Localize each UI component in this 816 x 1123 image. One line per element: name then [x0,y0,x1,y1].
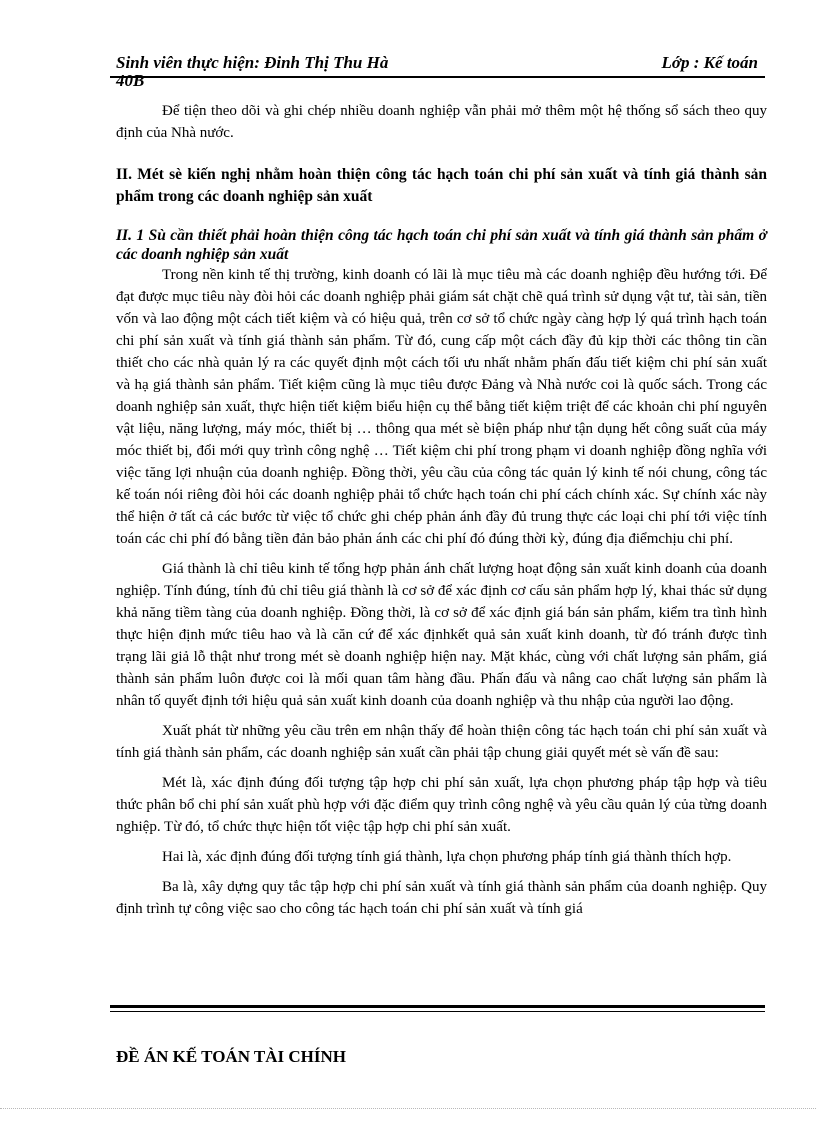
paragraph-1: Trong nền kinh tế thị trường, kinh doanh có lãi là mục tiêu mà các doanh nghiệp đều hướng tới. Để đạt được mục tiêu này đòi hỏi các doanh nghiệp phải giám sát chặt chẽ quá trình sử dụng vật tư, tài sản, tiền vốn và lao động một cách tiết kiệm và có hiệu quả, trên cơ sở tổ chức ngày càng hợp lý quá trình hạch toán chi phí sản xuất và tính giá thành sản phẩm. Từ đó, cung cấp một cách đầy đủ kịp thời các thông tin cần thiết cho các nhà quản lý ra các quyết định một cách tối ưu nhất nhằm phấn đấu tiết kiệm chi phí sản xuất và hạ giá thành sản phẩm. Tiết kiệm cũng là mục tiêu được Đảng và Nhà nước coi là quốc sách. Trong các doanh nghiệp sản xuất, thực hiện tiết kiệm biểu hiện cụ thể bằng tiết kiệm triệt để các khoản chi phí nguyên vật liệu, năng lượng, máy móc, thiết bị … thông qua mét sè biện pháp như tận dụng hết công suất của máy móc thiết bị, đổi mới quy trình công nghệ … Tiết kiệm chi phí trong phạm vi doanh nghiệp đồng nghĩa với việc tăng lợi nhuận của doanh nghiệp. Đồng thời, yêu cầu của công tác quản lý kinh tế nói chung, công tác kế toán nói riêng đòi hỏi các doanh nghiệp phải tổ chức hạch toán chi phí cách chính xác. Sự chính xác này thể hiện ở tất cả các bước từ việc tổ chức ghi chép phản ánh đầy đủ trung thực các loại chi phí tới việc tính toán các chi phí đó bằng tiền đản bảo phản ánh các chi phí đó đúng thời kỳ, đúng địa điểmchịu chi phí. [116,267,767,547]
header-student-name: Sinh viên thực hiện: Đinh Thị Thu Hà [116,53,389,72]
sub-heading: II. 1 Sù cần thiết phải hoàn thiện công tác hạch toán chi phí sản xuất và tính giá thành sản phẩm ở các doanh nghiệp sản xuất [116,227,767,263]
footer-title: ĐỀ ÁN KẾ TOÁN TÀI CHÍNH [116,1047,347,1066]
paragraph-5: Hai là, xác định đúng đối tượng tính giá thành, lựa chọn phương pháp tính giá thành thích hợp. [162,849,732,865]
page-edge [0,1108,816,1109]
intro-paragraph: Để tiện theo dõi và ghi chép nhiều doanh nghiệp vẫn phải mở thêm một hệ thống sổ sách theo quy định của Nhà nước. [116,103,767,141]
footer-rule-thick [110,1005,765,1008]
paragraph-2: Giá thành là chỉ tiêu kinh tế tổng hợp phản ánh chất lượng hoạt động sản xuất kinh doanh của doanh nghiệp. Tính đúng, tính đủ chỉ tiêu giá thành là cơ sở để xác định cơ cấu sản phẩm hợp lý, khai thác sử dụng khả năng tiềm tàng của doanh nghiệp. Đồng thời, là cơ sở để xác định giá bán sản phẩm, kiểm tra tình hình thực hiện định mức tiêu hao và là căn cứ để xác địnhkết quả sản xuất kinh doanh, từ đó tránh được tình trạng lãi giả lỗ thật như trong mét sè doanh nghiệp hiện nay. Mặt khác, cùng với chất lượng sản phẩm, giá thành sản phẩm luôn được coi là mối quan tâm hàng đầu. Phấn đấu và nâng cao chất lượng sản phẩm là nhân tố quyết định tới hiệu quả sản xuất kinh doanh của doanh nghiệp và thu nhập của người lao động. [116,561,767,709]
header-class-continued: 40B [116,71,145,90]
header-rule [110,76,765,78]
paragraph-4: Mét là, xác định đúng đối tượng tập hợp chi phí sản xuất, lựa chọn phương pháp tập hợp và tiêu thức phân bổ chi phí sản xuất phù hợp với đặc điểm quy trình công nghệ và yêu cầu quản lý của từng doanh nghiệp. Từ đó, tổ chức thực hiện tốt việc tập hợp chi phí sản xuất. [116,775,767,835]
section-heading: II. Mét sè kiến nghị nhằm hoàn thiện công tác hạch toán chi phí sản xuất và tính giá thành sản phẩm trong các doanh nghiệp sản xuất [116,166,767,205]
footer-rule-thin [110,1011,765,1012]
paragraph-3: Xuất phát từ những yêu cầu trên em nhận thấy để hoàn thiện công tác hạch toán chi phí sản xuất và tính giá thành sản phẩm, các doanh nghiệp sản xuất cần phải tập chung giải quyết mét sè vấn đề sau: [116,723,767,761]
header-class: Lớp : Kế toán [661,53,758,72]
document-body [116,100,767,920]
paragraph-6: Ba là, xây dựng quy tắc tập hợp chi phí sản xuất và tính giá thành sản phẩm của doanh nghiệp. Quy định trình tự công việc sao cho công tác hạch toán chi phí sản xuất và tính giá [116,879,767,917]
